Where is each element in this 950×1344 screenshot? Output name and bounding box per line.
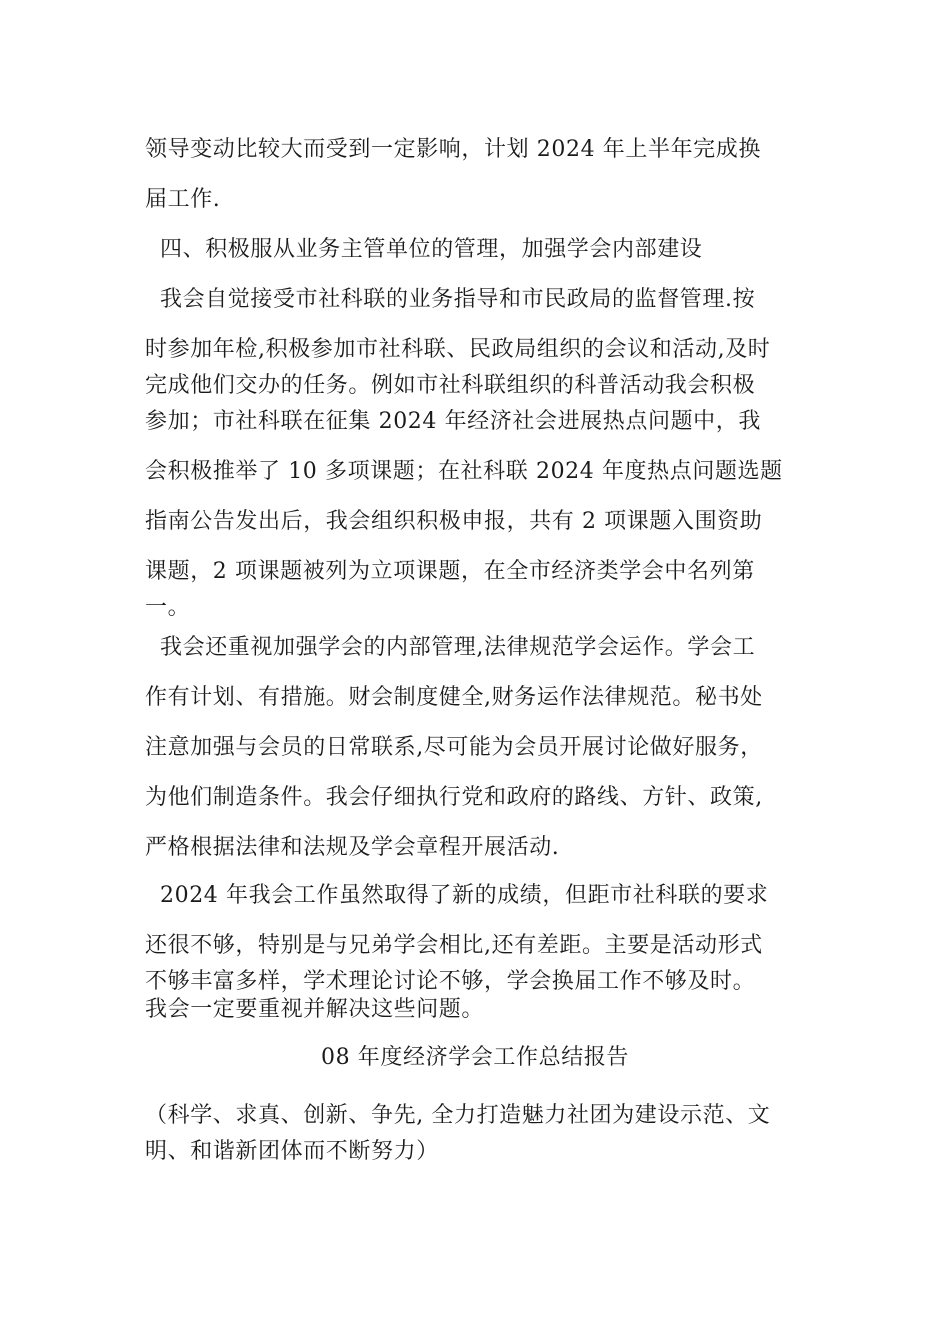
report-subtitle-line: 明、和谐新团体而不断努力） [145, 1139, 439, 1164]
text-line: 作有计划、有措施。财会制度健全,财务运作法律规范。秘书处 [145, 685, 763, 710]
text-line: 我会还重视加强学会的内部管理,法律规范学会运作。学会工 [160, 635, 756, 660]
text-line: 时参加年检,积极参加市社科联、民政局组织的会议和活动,及时 [145, 337, 771, 362]
text-line: 我会一定要重视并解决这些问题。 [145, 997, 485, 1022]
text-line: 还很不够，特别是与兄弟学会相比,还有差距。主要是活动形式 [145, 933, 763, 958]
text-line: 课题，2 项课题被列为立项课题，在全市经济类学会中名列第 [145, 559, 755, 584]
text-line: 参加；市社科联在征集 2024 年经济社会进展热点问题中，我 [145, 409, 761, 434]
text-line: 不够丰富多样，学术理论讨论不够，学会换届工作不够及时。 [145, 969, 756, 994]
text-line: 严格根据法律和法规及学会章程开展活动. [145, 835, 560, 860]
report-title: 08 年度经济学会工作总结报告 [321, 1045, 629, 1070]
text-line: 完成他们交办的任务。例如市社科联组织的科普活动我会积极 [145, 373, 756, 398]
text-line: 指南公告发出后，我会组织积极申报，共有 2 项课题入围资助 [145, 509, 763, 534]
text-line: 会积极推举了 10 多项课题；在社科联 2024 年度热点问题选题 [145, 459, 783, 484]
text-line: 一。 [145, 595, 191, 620]
text-line: 届工作. [145, 187, 221, 212]
text-line: 2024 年我会工作虽然取得了新的成绩，但距市社科联的要求 [160, 883, 769, 908]
text-line: 领导变动比较大而受到一定影响，计划 2024 年上半年完成换 [145, 137, 761, 162]
text-line: 我会自觉接受市社科联的业务指导和市民政局的监督管理.按 [160, 287, 756, 312]
report-subtitle-line: （科学、求真、创新、争先, 全力打造魅力社团为建设示范、文 [145, 1103, 771, 1128]
text-line: 为他们制造条件。我会仔细执行党和政府的路线、方针、政策, [145, 785, 763, 810]
section-heading: 四、积极服从业务主管单位的管理，加强学会内部建设 [160, 237, 703, 262]
text-line: 注意加强与会员的日常联系,尽可能为会员开展讨论做好服务， [145, 735, 763, 760]
